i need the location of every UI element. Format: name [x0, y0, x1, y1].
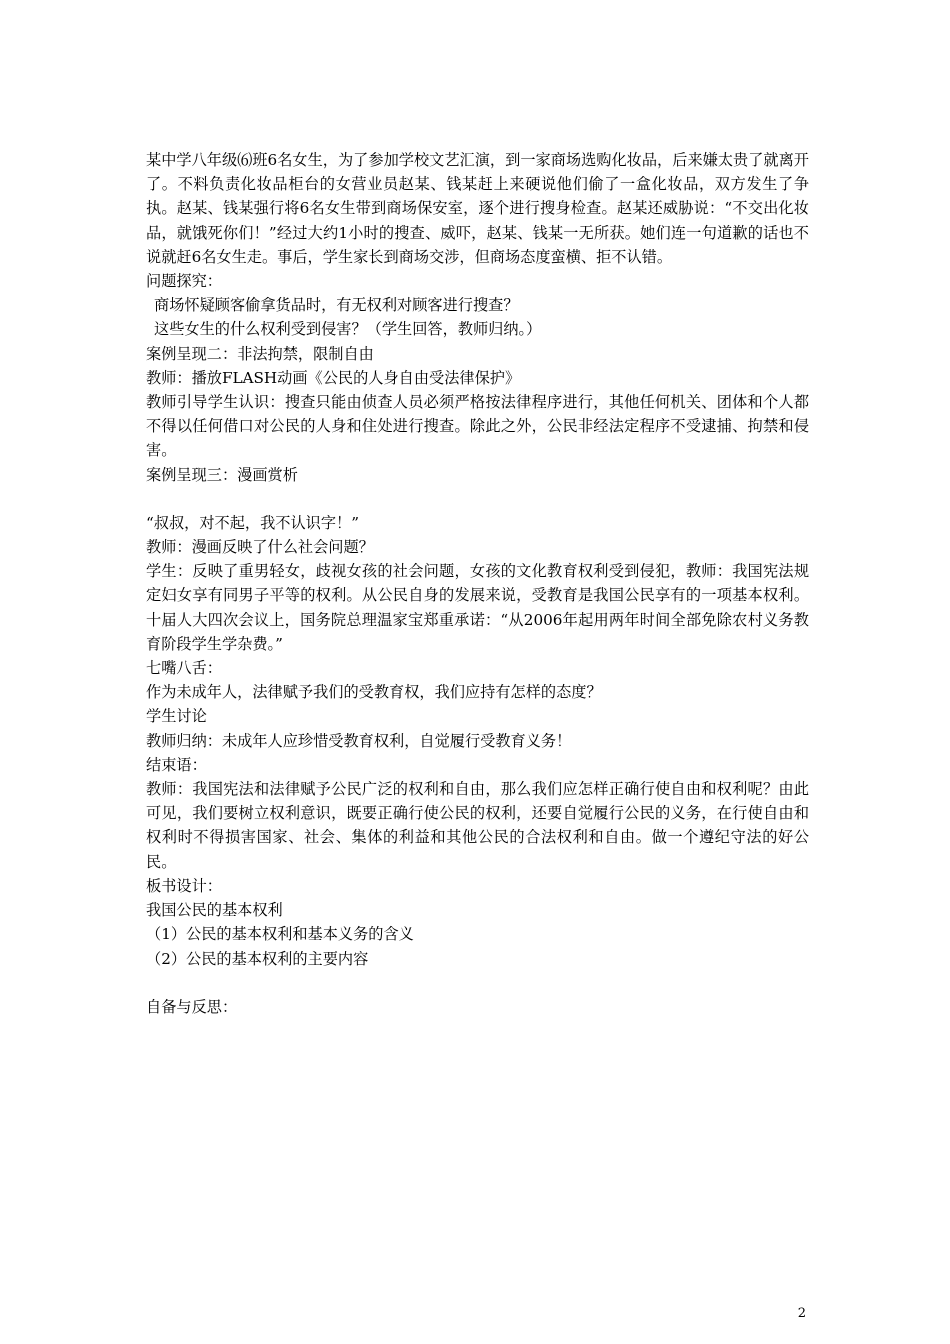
cartoon-quote: “叔叔，对不起，我不认识字！”	[146, 513, 359, 532]
spacer	[146, 487, 809, 511]
teacher-guidance-paragraph: 教师引导学生认识：搜查只能由侦查人员必须严格按法律程序进行，其他任何机关、团体和个人都不得以任何借口对公民的人身和住处进行搜查。除此之外，公民非经法定程序不受逮捕、拘禁和侵害。	[146, 393, 809, 460]
question-2: 这些女生的什么权利受到侵害？（学生回答，教师归纳。）	[154, 320, 542, 339]
problem-heading: 问题探究：	[146, 272, 222, 291]
board-item-1: （1）公民的基本权利和基本义务的含义	[146, 925, 414, 944]
document-body	[146, 148, 809, 1019]
case-three-heading: 案例呈现三：漫画赏析	[146, 465, 298, 484]
question-1: 商场怀疑顾客偷拿货品时，有无权利对顾客进行搜查？	[154, 296, 519, 315]
closing-paragraph: 教师：我国宪法和法律赋予公民广泛的权利和自由，那么我们应怎样正确行使自由和权利呢？由此可见，我们要树立权利意识，既要正确行使公民的权利，还要自觉履行公民的义务，在行使自由和权利时不得损害国家、社会、集体的利益和其他公民的合法权利和自由。做一个遵纪守法的好公民。	[146, 780, 809, 871]
board-title: 我国公民的基本权利	[146, 901, 283, 920]
case-two-heading: 案例呈现二：非法拘禁，限制自由	[146, 344, 374, 363]
teacher-flash-line: 教师：播放FLASH动画《公民的人身自由受法律保护》	[146, 368, 521, 387]
discussion-question: 作为未成年人，法律赋予我们的受教育权，我们应持有怎样的态度？	[146, 683, 602, 702]
reflection-heading: 自备与反思：	[146, 997, 238, 1016]
teacher-summary-line: 教师归纳：未成年人应珍惜受教育权利，自觉履行受教育义务！	[146, 731, 572, 750]
discussion-heading: 七嘴八舌：	[146, 659, 222, 678]
board-design-heading: 板书设计：	[146, 876, 222, 895]
board-item-2: （2）公民的基本权利的主要内容	[146, 949, 369, 968]
student-answer-paragraph: 学生：反映了重男轻女，歧视女孩的社会问题，女孩的文化教育权利受到侵犯，教师：我国宪法规定妇女享有同男子平等的权利。从公民自身的发展来说，受教育是我国公民享有的一项基本权利。 十届人大四次会议上，国务院总理温家宝郑重承诺：“从2006年起用两年时间全部免除农村义务教育阶段学生学杂费。”	[146, 562, 809, 653]
closing-heading: 结束语：	[146, 755, 207, 774]
student-discussion-line: 学生讨论	[146, 707, 207, 726]
page-number: 2	[797, 1306, 806, 1321]
teacher-question: 教师：漫画反映了什么社会问题？	[146, 538, 374, 557]
case-paragraph: 某中学八年级⑹班6名女生，为了参加学校文艺汇演，到一家商场选购化妆品，后来嫌太贵了就离开了。不料负责化妆品柜台的女营业员赵某、钱某赶上来硬说他们偷了一盒化妆品，双方发生了争执。赵某、钱某强行将6名女生带到商场保安室，逐个进行搜身检查。赵某还威胁说：“不交出化妆品，就饿死你们！”经过大约1小时的搜查、威吓，赵某、钱某一无所获。她们连一句道歉的话也不说就赶6名女生走。事后，学生家长到商场交涉，但商场态度蛮横、拒不认错。	[146, 151, 809, 266]
spacer	[146, 971, 809, 995]
